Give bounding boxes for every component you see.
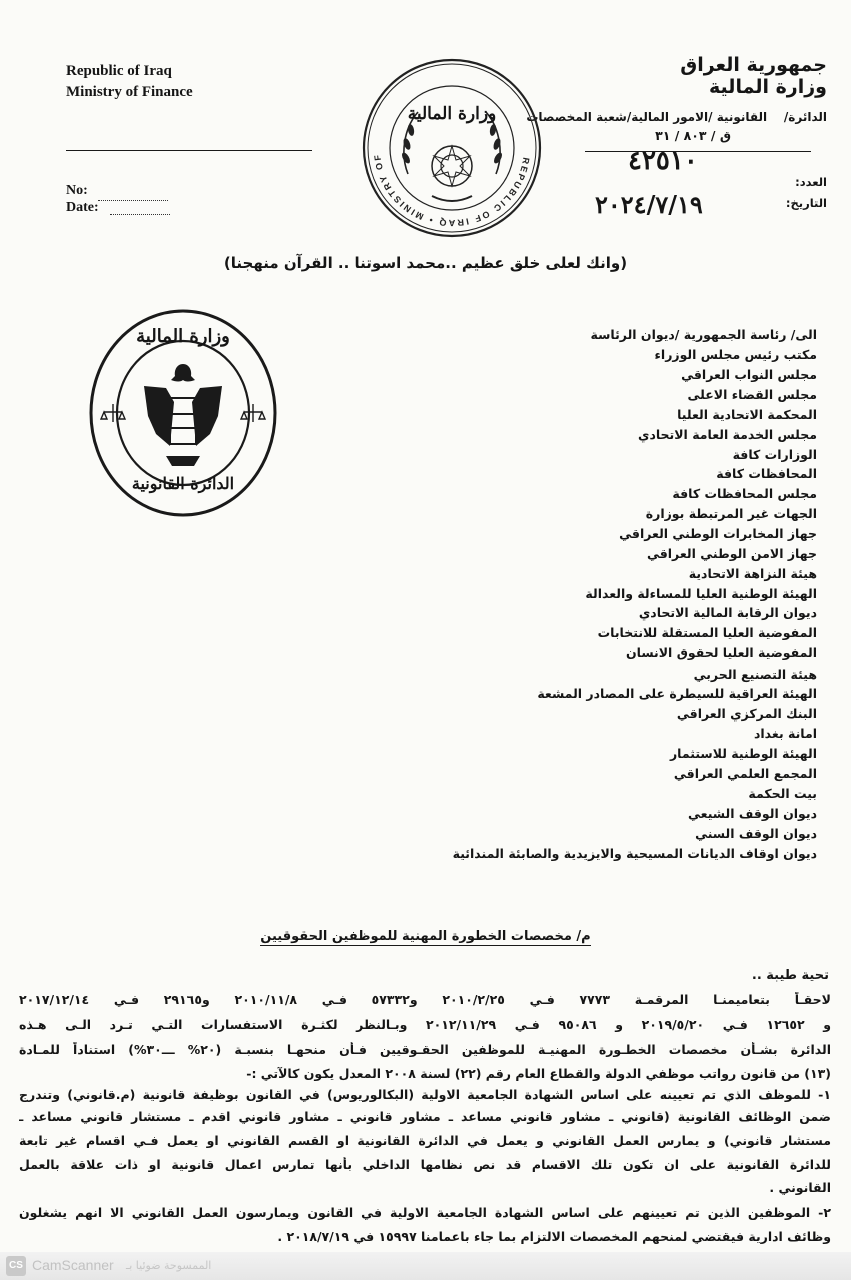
legal-dept-stamp bbox=[86, 306, 280, 520]
directorate-value: القانونية /الامور المالية/شعبة المخصصات bbox=[526, 110, 768, 124]
number-label: العدد: bbox=[795, 175, 827, 189]
body-line: ٢- الموظفين الذين تم تعيينهم على اساس الشهادة الجامعية الاولية في القانون ويمارسون العمل القانوني الا انهم يشغلون bbox=[19, 1205, 831, 1220]
recipient-item: ديوان الوقف الشيعي bbox=[688, 806, 817, 821]
recipient-item: مجلس الخدمة العامة الاتحادي bbox=[637, 427, 817, 442]
body-line: ضمن الوظائف القانونية (قانوني ـ مشاور قانوني مساعد ـ مشاور قانوني ـ مشاور قانوني اقدم ـ مستشار قانوني مساعد ـ bbox=[19, 1109, 831, 1124]
top-seal bbox=[360, 56, 544, 240]
recipient-item: ديوان اوقاف الديانات المسيحية والايزيدية والصابئة المندائية bbox=[452, 846, 817, 861]
no-label: No: bbox=[66, 183, 88, 198]
recipient-item: الهيئة العراقية للسيطرة على المصادر المشعة bbox=[537, 686, 817, 701]
recipient-item: ديوان الوقف السني bbox=[695, 826, 817, 841]
handwritten-number: ٤٢٥١٠ bbox=[628, 146, 698, 176]
top-seal-center-text: وزارة المالية bbox=[407, 104, 497, 124]
body-line: ١- للموظف الذي تم تعيينه على اساس الشهادة الجامعية الاولية (البكالوريوس) في القانون بوظيفة قانونية (م.قانوني) وتندرج bbox=[19, 1087, 831, 1102]
recipient-item: المحافظات كافة bbox=[716, 466, 817, 481]
camscanner-logo-icon: CS bbox=[6, 1256, 26, 1276]
date-label-en: Date: bbox=[66, 200, 99, 215]
scanner-caption: الممسوحة ضوئيا بـ bbox=[126, 1259, 212, 1272]
recipient-item: هيئة النزاهة الاتحادية bbox=[688, 566, 817, 581]
no-dots bbox=[98, 200, 168, 201]
header-en-line1: Republic of Iraq bbox=[66, 63, 172, 79]
recipient-item: الوزارات كافة bbox=[732, 447, 817, 462]
recipient-item: بيت الحكمة bbox=[748, 786, 817, 801]
motto: (وانك لعلى خلق عظيم ..محمد اسوتنا .. القرآن منهجنا) bbox=[223, 254, 628, 272]
body-line: وظائف ادارية فيقتضي لمنحهم المخصصات الالتزام بما جاء باعمامنا ١٥٩٩٧ في ٢٠١٨/٧/١٩ . bbox=[277, 1229, 831, 1244]
stamp-bottom-text: الدائرة القانونية bbox=[131, 474, 235, 493]
scanner-footer bbox=[0, 1252, 851, 1280]
body-line: لاحقـاً بتعاميمنـا المرقمـة ٧٧٧٣ فـي ٢٠١٠/٢/٢٥ و٥٧٣٣٢ فـي ٢٠١٠/١١/٨ و٢٩١٦٥ فـي ٢٠١٧/١٢/١٤ bbox=[19, 992, 831, 1007]
subject-line bbox=[0, 929, 851, 944]
body-line: الدائرة بشـأن مخصصات الخطـورة المهنيـة للموظفين الحقـوقيين فـأن منحهـا بنسبـة (٢٠% ـــ٣٠%) استناداً للمـادة bbox=[19, 1042, 831, 1057]
recipient-item: جهاز الامن الوطني العراقي bbox=[646, 546, 817, 561]
body-line: للدائرة القانونية على ان تكون تلك الاقسام قد نص نظامها الداخلي بأنها تمارس اعمال قانونية او ذات علاقة بالعمل bbox=[19, 1157, 831, 1172]
recipient-item: مجلس القضاء الاعلى bbox=[687, 387, 817, 402]
subject: م/ مخصصات الخطورة المهنية للموظفين الحقوقيين bbox=[260, 929, 591, 944]
header-ar-rule bbox=[585, 151, 811, 152]
seal-ring-text: REPUBLIC OF IRAQ • MINISTRY OF bbox=[372, 152, 532, 229]
header-ar-line2: وزارة المالية bbox=[709, 76, 827, 98]
recipient-item: المجمع العلمي العراقي bbox=[673, 766, 817, 781]
body-line: و ١٢٦٥٢ فـي ٢٠١٩/٥/٢٠ و ٩٥٠٨٦ فـي ٢٠١٢/١١/٢٩ وبـالنظر لكثـرة الاستفسارات التـي تـرد الـى هـذه bbox=[19, 1017, 831, 1032]
header-en-line2: Ministry of Finance bbox=[66, 84, 193, 100]
header-en-rule bbox=[66, 150, 312, 151]
recipient-item: مجلس المحافظات كافة bbox=[672, 486, 817, 501]
recipient-item: مجلس النواب العراقي bbox=[681, 367, 817, 382]
ref-code: ق / ٨٠٣ / ٣١ bbox=[655, 128, 731, 143]
date-label-ar: التاريخ: bbox=[785, 196, 827, 210]
recipient-item: الجهات غير المرتبطة بوزارة bbox=[645, 506, 817, 521]
recipient-item: امانة بغداد bbox=[753, 726, 817, 741]
directorate-label: الدائرة/ bbox=[783, 110, 827, 124]
recipient-item: جهاز المخابرات الوطني العراقي bbox=[619, 526, 817, 541]
date-dots bbox=[110, 214, 170, 215]
greeting: تحية طيبة .. bbox=[751, 968, 829, 983]
svg-text:REPUBLIC OF IRAQ • MINISTRY OF bbox=[360, 56, 531, 228]
camscanner-name: CamScanner bbox=[32, 1257, 114, 1273]
body-line: (١٣) من قانون رواتب موظفي الدولة والقطاع العام رقم (٢٢) لسنة ٢٠٠٨ المعدل يكون كالآتي :- bbox=[246, 1066, 831, 1081]
body-line: مستشار قانوني) و يمارس العمل القانوني و يعمل في الدائرة القانونية او القسم القانوني او يعمل فـي اقسام غير تابعة bbox=[19, 1133, 831, 1148]
recipient-item: الى/ رئاسة الجمهورية /ديوان الرئاسة bbox=[590, 327, 817, 342]
directorate-line bbox=[526, 110, 827, 124]
recipient-item: المفوضية العليا لحقوق الانسان bbox=[625, 645, 817, 660]
seal-emblem-icon bbox=[360, 56, 544, 240]
body-line: القانوني . bbox=[769, 1180, 831, 1195]
recipient-item: هيئة التصنيع الحربي bbox=[693, 667, 817, 682]
recipient-item: مكتب رئيس مجلس الوزراء bbox=[654, 347, 817, 362]
header-ar-line1: جمهورية العراق bbox=[680, 54, 827, 76]
recipient-item: ديوان الرقابة المالية الاتحادي bbox=[638, 605, 817, 620]
handwritten-date: ٢٠٢٤/٧/١٩ bbox=[595, 190, 703, 219]
recipient-item: البنك المركزي العراقي bbox=[676, 706, 817, 721]
recipient-item: الهيئة الوطنية العليا للمساءلة والعدالة bbox=[585, 586, 817, 601]
recipient-item: المفوضية العليا المستقلة للانتخابات bbox=[597, 625, 817, 640]
recipient-item: الهيئة الوطنية للاستثمار bbox=[669, 746, 817, 761]
stamp-top-text: وزارة المالية bbox=[136, 326, 230, 347]
recipient-item: المحكمة الاتحادية العليا bbox=[677, 407, 817, 422]
